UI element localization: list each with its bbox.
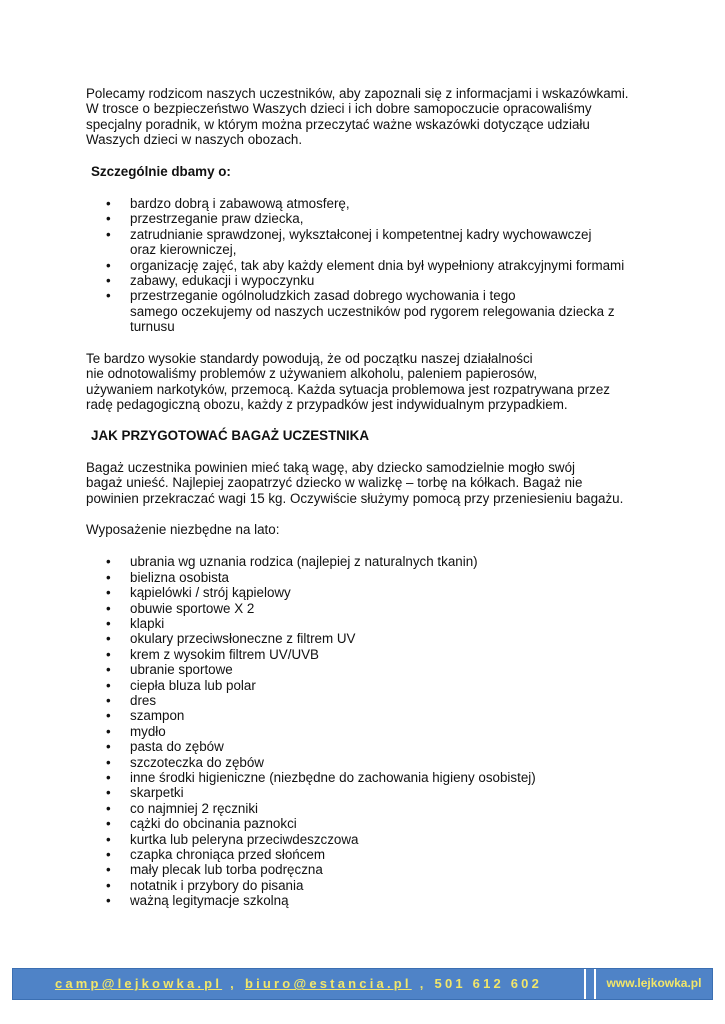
equipment-list-item: • szczoteczka do zębów	[86, 755, 646, 770]
footer-separator: ,	[230, 976, 237, 992]
equipment-list-item: • szampon	[86, 708, 646, 723]
care-list-item: • organizację zajęć, tak aby każdy element dnia był wypełniony atrakcyjnymi formami	[86, 258, 646, 273]
equipment-list-item: • mały plecak lub torba podręczna	[86, 862, 646, 877]
standards-paragraph: Te bardzo wysokie standardy powodują, że od początku naszej działalności nie odnotowaliśmy problemów z używaniem alkoholu, paleniem papierosów, używaniem narkotyków, przemocą. Każda sytuacja problemowa jest rozpatrywana przez radę pedagogiczną obozu, każdy z przypadków jest indywidualnym przypadkiem.	[86, 350, 610, 412]
care-list-item: • zabawy, edukacji i wypoczynku	[86, 273, 646, 288]
equipment-list-item: • pasta do zębów	[86, 739, 646, 754]
care-list-item: • bardzo dobrą i zabawową atmosferę,	[86, 196, 646, 211]
footer-website	[596, 969, 712, 999]
equipment-list-item: • kąpielówki / strój kąpielowy	[86, 585, 646, 600]
equipment-list-item: • obuwie sportowe X 2	[86, 601, 646, 616]
equipment-list-item: • cążki do obcinania paznokci	[86, 816, 646, 831]
website-link[interactable]: www.lejkowka.pl	[606, 976, 702, 991]
footer-bar	[12, 968, 713, 1000]
footer-contacts	[13, 969, 584, 999]
care-heading: Szczególnie dbamy o:	[91, 163, 231, 179]
equipment-list-item: • bielizna osobista	[86, 570, 646, 585]
equipment-heading: Wyposażenie niezbędne na lato:	[86, 521, 280, 537]
equipment-list-item: • inne środki higieniczne (niezbędne do zachowania higieny osobistej)	[86, 770, 646, 785]
equipment-list-item: • kurtka lub peleryna przeciwdeszczowa	[86, 832, 646, 847]
equipment-list-item: • klapki	[86, 616, 646, 631]
document-body	[86, 86, 646, 909]
equipment-list-item: • notatnik i przybory do pisania	[86, 878, 646, 893]
equipment-list-item: • okulary przeciwsłoneczne z filtrem UV	[86, 631, 646, 646]
email-link-biuro[interactable]: biuro@estancia.pl	[244, 976, 412, 992]
equipment-list-item: • krem z wysokim filtrem UV/UVB	[86, 647, 646, 662]
luggage-paragraph: Bagaż uczestnika powinien mieć taką wagę, aby dziecko samodzielnie mogło swój bagaż unieść. Najlepiej zaopatrzyć dziecko w walizkę – torbę na kółkach. Bagaż nie powinien przekraczać wagi 15 kg. Oczywiście służymy pomocą przy przeniesieniu bagażu.	[86, 459, 624, 506]
equipment-list-item: • ciepła bluza lub polar	[86, 678, 646, 693]
luggage-heading: JAK PRZYGOTOWAĆ BAGAŻ UCZESTNIKA	[91, 428, 369, 444]
equipment-list-item: • ubranie sportowe	[86, 662, 646, 677]
equipment-list	[86, 554, 646, 908]
phone-number: 501 612 602	[434, 976, 543, 992]
footer-separator: ,	[419, 976, 427, 992]
equipment-list-item: • ważną legitymacje szkolną	[86, 893, 646, 908]
equipment-list-item: • czapka chroniąca przed słońcem	[86, 847, 646, 862]
intro-paragraph: Polecamy rodzicom naszych uczestników, aby zapoznali się z informacjami i wskazówkami. W trosce o bezpieczeństwo Waszych dzieci i ich dobre samopoczucie opracowaliśmy specjalny poradnik, w którym można przeczytać ważne wskazówki dotyczące udziału Waszych dzieci w naszych obozach.	[86, 86, 629, 148]
footer-divider	[584, 969, 596, 999]
email-link-camp[interactable]: camp@lejkowka.pl	[54, 976, 223, 992]
equipment-list-item: • co najmniej 2 ręczniki	[86, 801, 646, 816]
equipment-list-item: • skarpetki	[86, 785, 646, 800]
equipment-list-item: • ubrania wg uznania rodzica (najlepiej z naturalnych tkanin)	[86, 554, 646, 569]
care-list	[86, 196, 646, 335]
equipment-list-item: • dres	[86, 693, 646, 708]
care-list-item: • przestrzeganie ogólnoludzkich zasad dobrego wychowania i tego samego oczekujemy od naszych uczestników pod rygorem relegowania dziecka z turnusu	[86, 288, 646, 334]
equipment-list-item: • mydło	[86, 724, 646, 739]
care-list-item: • zatrudnianie sprawdzonej, wykształconej i kompetentnej kadry wychowawczej oraz kierowniczej,	[86, 227, 646, 258]
care-list-item: • przestrzeganie praw dziecka,	[86, 211, 646, 226]
